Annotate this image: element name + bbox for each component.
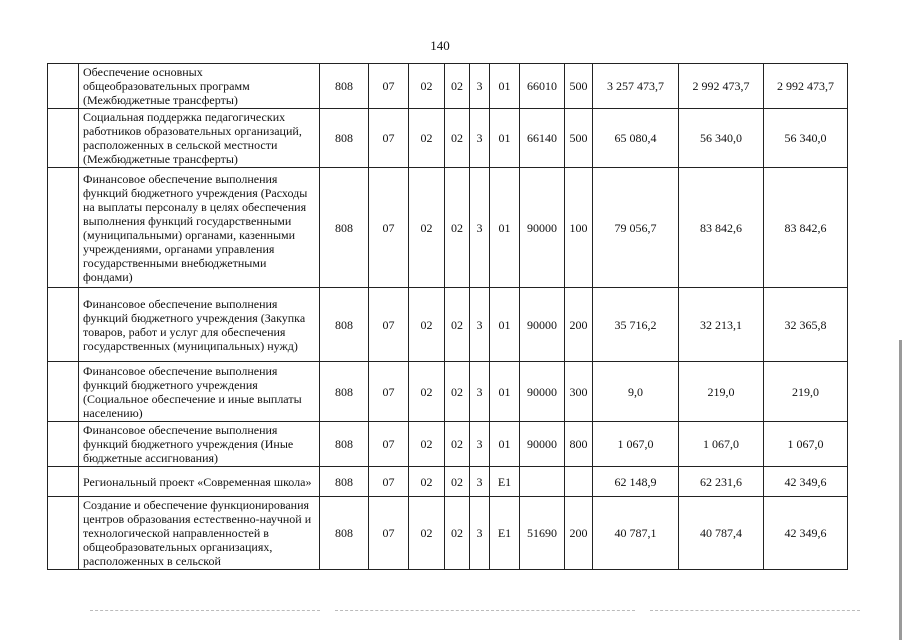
table-row: [48, 288, 848, 362]
row-expense-type-cell: 100: [565, 168, 593, 288]
row-subsection-cell: 02: [409, 288, 445, 362]
row-section-cell: 07: [369, 64, 409, 109]
table-row: [48, 467, 848, 497]
row-program-cell: 02: [445, 109, 470, 168]
row-ministry-cell: 808: [320, 109, 369, 168]
row-name-cell: Финансовое обеспечение выполнения функций бюджетного учреждения (Закупка товаров, работ и услуг для обеспечения государственных (муниципальных) нужд): [79, 288, 320, 362]
row-amount-3-cell: 42 349,6: [764, 467, 848, 497]
row-index-cell: [48, 362, 79, 422]
row-subprogram-cell: 3: [470, 422, 490, 467]
row-direction-cell: 90000: [520, 362, 565, 422]
row-ministry-cell: 808: [320, 362, 369, 422]
row-amount-1-cell: 35 716,2: [593, 288, 679, 362]
row-amount-2-cell: 40 787,4: [679, 497, 764, 570]
row-name-cell: Финансовое обеспечение выполнения функций бюджетного учреждения (Социальное обеспечение и иные выплаты населению): [79, 362, 320, 422]
row-subsection-cell: 02: [409, 168, 445, 288]
row-amount-1-cell: 3 257 473,7: [593, 64, 679, 109]
row-section-cell: 07: [369, 497, 409, 570]
row-amount-1-cell: 79 056,7: [593, 168, 679, 288]
row-subprogram-cell: 3: [470, 288, 490, 362]
row-amount-3-cell: 56 340,0: [764, 109, 848, 168]
row-event-cell: E1: [490, 467, 520, 497]
table-row: [48, 64, 848, 109]
row-amount-1-cell: 40 787,1: [593, 497, 679, 570]
row-index-cell: [48, 109, 79, 168]
row-subsection-cell: 02: [409, 64, 445, 109]
row-ministry-cell: 808: [320, 422, 369, 467]
row-amount-3-cell: 42 349,6: [764, 497, 848, 570]
row-event-cell: E1: [490, 497, 520, 570]
row-ministry-cell: 808: [320, 497, 369, 570]
row-ministry-cell: 808: [320, 168, 369, 288]
row-index-cell: [48, 64, 79, 109]
row-name-cell: Социальная поддержка педагогических работников образовательных организаций, расположенных в сельской местности (Межбюджетные трансферты): [79, 109, 320, 168]
row-subprogram-cell: 3: [470, 497, 490, 570]
row-event-cell: 01: [490, 168, 520, 288]
row-ministry-cell: 808: [320, 467, 369, 497]
row-expense-type-cell: 500: [565, 109, 593, 168]
row-direction-cell: 90000: [520, 422, 565, 467]
row-name-cell: Региональный проект «Современная школа»: [79, 467, 320, 497]
row-direction-cell: 90000: [520, 168, 565, 288]
row-amount-2-cell: 62 231,6: [679, 467, 764, 497]
row-program-cell: 02: [445, 168, 470, 288]
row-subsection-cell: 02: [409, 109, 445, 168]
table-row: [48, 168, 848, 288]
row-index-cell: [48, 422, 79, 467]
row-direction-cell: 66010: [520, 64, 565, 109]
row-expense-type-cell: 500: [565, 64, 593, 109]
row-program-cell: 02: [445, 64, 470, 109]
row-amount-3-cell: 32 365,8: [764, 288, 848, 362]
row-subprogram-cell: 3: [470, 64, 490, 109]
row-name-cell: Финансовое обеспечение выполнения функций бюджетного учреждения (Расходы на выплаты персоналу в целях обеспечения выполнения функций государственными (муниципальными) органами, казенными учреждениями, органами управления государственными внебюджетными фондами): [79, 168, 320, 288]
row-amount-2-cell: 1 067,0: [679, 422, 764, 467]
row-subprogram-cell: 3: [470, 362, 490, 422]
row-program-cell: 02: [445, 422, 470, 467]
row-name-cell: Создание и обеспечение функционирования центров образования естественно-научной и технологической направленностей в общеобразовательных организациях, расположенных в сельской: [79, 497, 320, 570]
row-expense-type-cell: 200: [565, 288, 593, 362]
row-event-cell: 01: [490, 422, 520, 467]
row-index-cell: [48, 497, 79, 570]
row-subsection-cell: 02: [409, 497, 445, 570]
row-section-cell: 07: [369, 362, 409, 422]
bottom-rule-middle: [335, 610, 635, 611]
row-section-cell: 07: [369, 467, 409, 497]
row-index-cell: [48, 288, 79, 362]
row-section-cell: 07: [369, 109, 409, 168]
row-ministry-cell: 808: [320, 288, 369, 362]
row-index-cell: [48, 467, 79, 497]
row-amount-3-cell: 83 842,6: [764, 168, 848, 288]
row-subsection-cell: 02: [409, 422, 445, 467]
row-program-cell: 02: [445, 467, 470, 497]
row-event-cell: 01: [490, 362, 520, 422]
row-amount-2-cell: 56 340,0: [679, 109, 764, 168]
bottom-rule-left: [90, 610, 320, 611]
row-section-cell: 07: [369, 168, 409, 288]
row-subsection-cell: 02: [409, 362, 445, 422]
row-event-cell: 01: [490, 288, 520, 362]
row-name-cell: Обеспечение основных общеобразовательных программ (Межбюджетные трансферты): [79, 64, 320, 109]
table-row: [48, 362, 848, 422]
row-amount-1-cell: 9,0: [593, 362, 679, 422]
row-amount-1-cell: 62 148,9: [593, 467, 679, 497]
table-row: [48, 497, 848, 570]
row-ministry-cell: 808: [320, 64, 369, 109]
row-subprogram-cell: 3: [470, 168, 490, 288]
page-number: 140: [430, 38, 450, 53]
table-row: [48, 422, 848, 467]
row-expense-type-cell: 300: [565, 362, 593, 422]
bottom-rule-right: [650, 610, 860, 611]
row-expense-type-cell: 800: [565, 422, 593, 467]
row-amount-1-cell: 65 080,4: [593, 109, 679, 168]
row-subprogram-cell: 3: [470, 109, 490, 168]
row-expense-type-cell: 200: [565, 497, 593, 570]
row-section-cell: 07: [369, 422, 409, 467]
row-amount-1-cell: 1 067,0: [593, 422, 679, 467]
row-index-cell: [48, 168, 79, 288]
row-program-cell: 02: [445, 497, 470, 570]
row-amount-3-cell: 2 992 473,7: [764, 64, 848, 109]
row-expense-type-cell: [565, 467, 593, 497]
row-amount-2-cell: 32 213,1: [679, 288, 764, 362]
row-subsection-cell: 02: [409, 467, 445, 497]
row-amount-3-cell: 1 067,0: [764, 422, 848, 467]
row-direction-cell: 90000: [520, 288, 565, 362]
row-direction-cell: 66140: [520, 109, 565, 168]
row-amount-2-cell: 83 842,6: [679, 168, 764, 288]
row-subprogram-cell: 3: [470, 467, 490, 497]
row-amount-2-cell: 2 992 473,7: [679, 64, 764, 109]
row-amount-3-cell: 219,0: [764, 362, 848, 422]
row-event-cell: 01: [490, 109, 520, 168]
row-event-cell: 01: [490, 64, 520, 109]
row-amount-2-cell: 219,0: [679, 362, 764, 422]
row-direction-cell: 51690: [520, 497, 565, 570]
row-section-cell: 07: [369, 288, 409, 362]
table-row: [48, 109, 848, 168]
budget-table: [47, 63, 848, 570]
row-name-cell: Финансовое обеспечение выполнения функций бюджетного учреждения (Иные бюджетные ассигнования): [79, 422, 320, 467]
row-direction-cell: [520, 467, 565, 497]
row-program-cell: 02: [445, 362, 470, 422]
row-program-cell: 02: [445, 288, 470, 362]
